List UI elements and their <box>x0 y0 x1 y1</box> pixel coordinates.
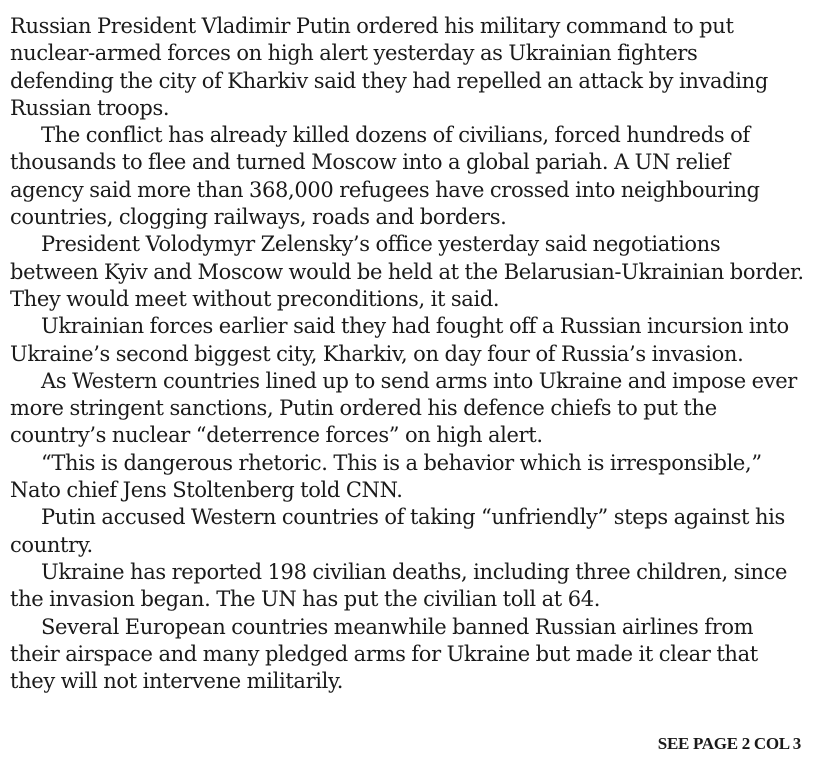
paragraph-8: Ukraine has reported 198 civilian deaths, including three children, since the invasion began. The UN has put the civilian toll at 64. <box>10 559 788 612</box>
paragraph-7: Putin accused Western countries of taking “unfriendly” steps against his country. <box>10 505 785 557</box>
paragraph-5: As Western countries lined up to send arms into Ukraine and impose ever more stringent sanctions, Putin ordered his defence chiefs to put the country’s nuclear “deterrence forces” on high alert. <box>10 368 797 448</box>
article-body <box>10 13 805 695</box>
paragraph-4: Ukrainian forces earlier said they had fought off a Russian incursion into Ukraine’s second biggest city, Kharkiv, on day four of Russia’s invasion. <box>10 314 789 366</box>
paragraph-6: “This is dangerous rhetoric. This is a behavior which is irresponsible,” Nato chief Jens Stoltenberg told CNN. <box>10 450 762 503</box>
paragraph-2: The conflict has already killed dozens of civilians, forced hundreds of thousands to flee and turned Moscow into a global pariah. A UN relief agency said more than 368,000 refugees have crossed into neighbouring countries, clogging railways, roads and borders. <box>10 123 760 230</box>
paragraph-9: Several European countries meanwhile banned Russian airlines from their airspace and many pledged arms for Ukraine but made it clear that they will not intervene militarily. <box>10 614 758 694</box>
continued-on-page-label: SEE PAGE 2 COL 3 <box>657 734 801 753</box>
paragraph-3: President Volodymyr Zelensky’s office yesterday said negotiations between Kyiv and Moscow would be held at the Belarusian-Ukrainian border. They would meet without preconditions, it said. <box>10 232 804 311</box>
paragraph-1: Russian President Vladimir Putin ordered his military command to put nuclear-armed forces on high alert yesterday as Ukrainian fighters defending the city of Kharkiv said they had repelled an attack by invading Russian troops. <box>10 14 768 120</box>
